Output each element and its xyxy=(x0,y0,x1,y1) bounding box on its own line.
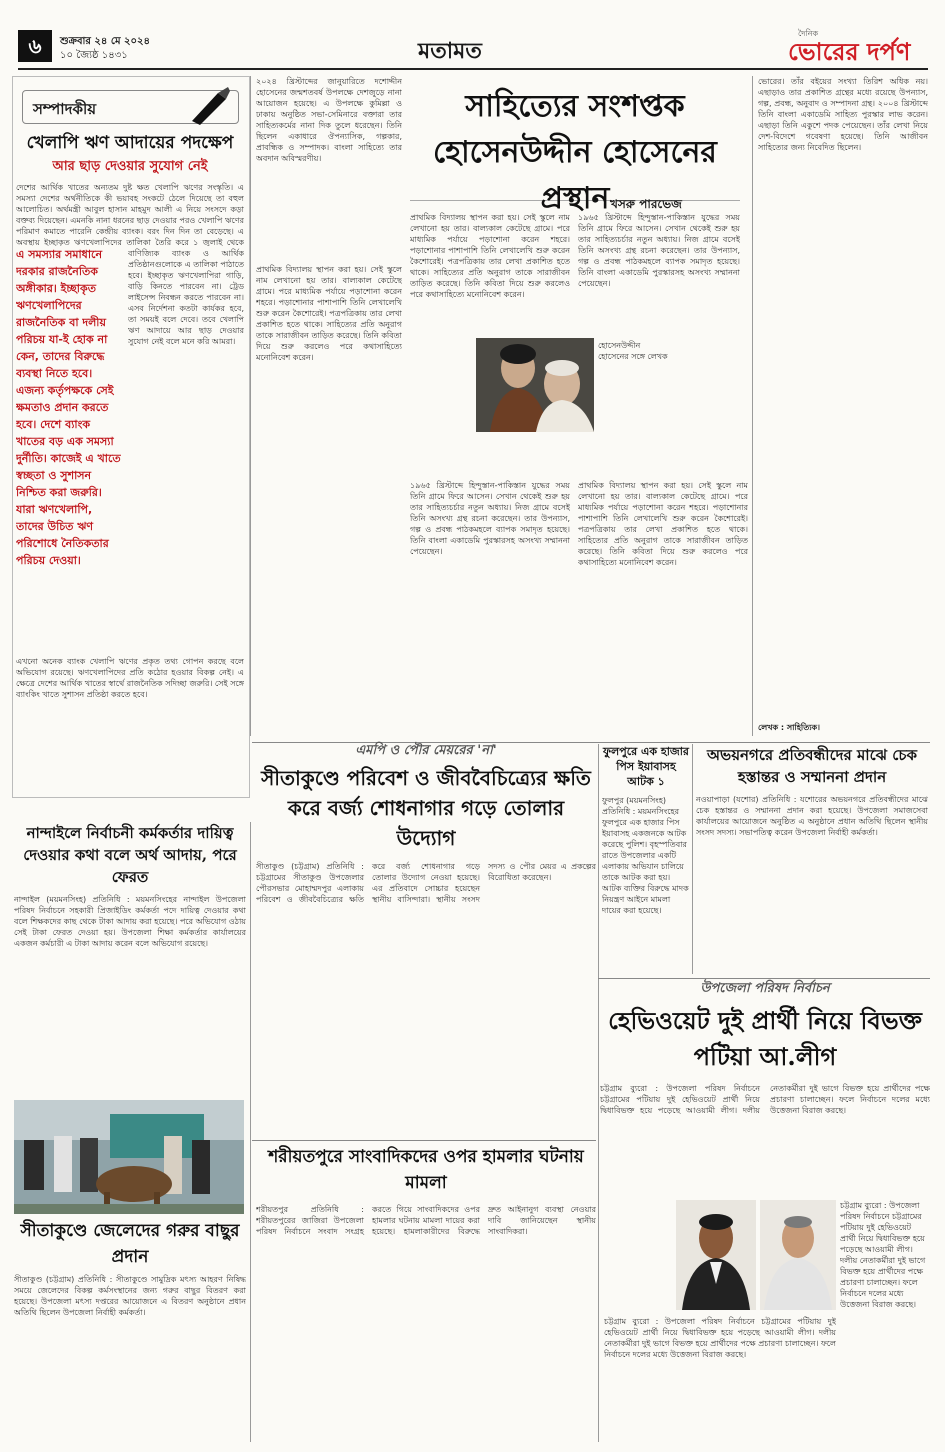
sitakunda-cattle-body: সীতাকুণ্ড (চট্টগ্রাম) প্রতিনিধি : সীতাকুণ্ডে সামুদ্রিক মৎস্য আহরণ নিষিদ্ধ সময়ে জেলেদের বিকল্প কর্মসংস্থানের জন্য গরুর বাছুর বিতরণ করা হয়েছে। উপজেলা মৎস্য দপ্তরের আয়োজনে এ বিতরণ অনুষ্ঠানে প্রধান অতিথি ছিলেন উপজেলা নির্বাহী কর্মকর্তা। xyxy=(14,1275,246,1317)
date-line-1: শুক্রবার ২৪ মে ২০২৪ xyxy=(60,36,150,47)
section-divider xyxy=(252,742,930,743)
sitakunda-cattle-article xyxy=(14,1218,246,1438)
column-divider xyxy=(598,982,599,1442)
patiya-kicker: উপজেলা পরিষদ নির্বাচন xyxy=(700,981,830,996)
fulpur-headline: ফুলপুরে এক হাজার পিস ইয়াবাসহ আটক ১ xyxy=(603,745,689,788)
fulpur-body: ফুলপুর (ময়মনসিংহ) প্রতিনিধি : ময়মনসিংহের ফুলপুরে এক হাজার পিস ইয়াবাসহ একজনকে আটক করেছে পুলিশ। বৃহস্পতিবার রাতে উপজেলার একটি এলাকায় অভিযান চালিয়ে তাকে আটক করা হয়। আটক ব্যক্তির বিরুদ্ধে মাদক নিয়ন্ত্রণ আইনে মামলা দায়ের করা হয়েছে। xyxy=(602,796,689,915)
sitakunda-env-body: সীতাকুণ্ড (চট্টগ্রাম) প্রতিনিধি : চট্টগ্রামের সীতাকুণ্ড উপজেলার পৌরসভার মোহাম্মদপুর এলাকায় পরিবেশ ও জীববৈচিত্র্যের ক্ষতি করে বর্জ্য শোধনাগার গড়ে তোলার উদ্যোগ নেওয়া হয়েছে। এর প্রতিবাদে সোচ্চার হয়েছেন স্থানীয় বাসিন্দারা। স্থানীয় সংসদ সদস্য ও পৌর মেয়র এ প্রকল্পের বিরোধিতা করেছেন। xyxy=(256,861,596,904)
nandail-article xyxy=(14,822,246,1092)
main-article-headline: সাহিত্যের সংশপ্তক হোসেনউদ্দীন হোসেনের প্রস্থান xyxy=(433,89,717,216)
patiya-headline: হেভিওয়েট দুই প্রার্থী নিয়ে বিভক্ত পটিয়া আ.লীগ xyxy=(608,1005,922,1071)
abhaynagar-body: নওয়াপাড়া (যশোর) প্রতিনিধি : যশোরের অভয়নগরে প্রতিবন্ধীদের মাঝে চেক হস্তান্তর ও সম্মাননা প্রদান করা হয়েছে। উপজেলা সমাজসেবা কার্যালয়ের আয়োজনে অনুষ্ঠিত এ অনুষ্ঠানে প্রধান অতিথি ছিলেন স্থানীয় সংসদ সদস্য। সভাপতিত্ব করেন উপজেলা নির্বাহী কর্মকর্তা। xyxy=(696,795,928,837)
column-divider xyxy=(250,76,251,736)
editorial-subhead: আর ছাড় দেওয়ার সুযোগ নেই xyxy=(52,159,208,174)
editorial-box-border xyxy=(12,76,250,798)
patiya-body-lower: চট্টগ্রাম ব্যুরো : উপজেলা পরিষদ নির্বাচনে চট্টগ্রামের পটিয়ায় দুই হেভিওয়েট প্রার্থী নিয়ে দ্বিধাবিভক্ত হয়ে পড়েছে আওয়ামী লীগ। দলীয় নেতাকর্মীরা দুই ভাগে বিভক্ত হয়ে প্রার্থীদের পক্ষে প্রচারণা চালাচ্ছেন। ফলে নির্বাচনে দলের মধ্যে উত্তেজনা বিরাজ করছে। xyxy=(604,1317,836,1359)
editorial-body-2: বাণিজ্যিক ব্যাংক ও আর্থিক প্রতিষ্ঠানগুলোকে এ তালিকা পাঠাতে হবে। ইচ্ছাকৃত ঋণখেলাপিরা গাড়ি, বাড়ি কিনতে পারবেন না। ট্রেড লাইসেন্স নিবন্ধন করতে পারবেন না। এসব নির্দেশনা কতটা কার্যকর হবে, তা সময়ই বলে দেবে। তবে খেলাপি ঋণ আদায়ে আর ছাড় দেওয়ার সুযোগ নেই বলে মনে করি আমরা। xyxy=(128,249,244,346)
shariatpur-article xyxy=(256,1144,596,1444)
abhaynagar-headline: অভয়নগরে প্রতিবন্ধীদের মাঝে চেক হস্তান্তর ও সম্মাননা প্রদান xyxy=(707,746,917,786)
editorial-body-1: দেশের আর্থিক খাতের অন্যতম দুষ্ট ক্ষত খেলাপি ঋণের সংস্কৃতি। এ সমস্যা দেশের অর্থনীতিকে কী ভয়াবহ সংকটে ঠেলে দিয়েছে তা বহুল আলোচিত। অর্থমন্ত্রী আবুল হাসান মাহমুদ আলী এ নিয়ে সংসদে কড়া বক্তব্য দিয়েছেন। এমনকি নানা ধরনের ছাড় দেওয়ার পরও খেলাপি ঋণের পরিমাণ কমাতে পারেনি কেন্দ্রীয় ব্যাংক। বরং দিন দিন তা বেড়েছে। এ অবস্থায় ইচ্ছাকৃত ঋণখেলাপিদের তালিকা তৈরি করে ১ জুলাই থেকে xyxy=(16,183,244,246)
column-divider xyxy=(250,822,251,1442)
sitakunda-cattle-headline: সীতাকুণ্ডে জেলেদের গরুর বাছুর প্রদান xyxy=(20,1221,240,1267)
candidate-photo-1 xyxy=(676,1200,756,1310)
nandail-headline: নান্দাইলে নির্বাচনী কর্মকর্তার দায়িত্ব দেওয়ার কথা বলে অর্থ আদায়, পরে ফেরত xyxy=(23,824,237,886)
photo-side-caption: হোসেনউদ্দীন হোসেনের সঙ্গে লেখক xyxy=(598,341,668,361)
masthead: ভোরের দর্পণ xyxy=(788,37,911,66)
date-line-2: ১০ জ্যৈষ্ঠ ১৪৩১ xyxy=(60,50,128,61)
main-article-col-lower-right: প্রাথমিক বিদ্যালয় স্থাপন করা হয়। সেই স্কুলে নাম লেখানো হয় তার। বাল্যকাল কেটেছে গ্রামে। পরে মাধ্যমিক পর্যায়ে পড়াশোনা করেন শহরে। পড়াশোনার পাশাপাশি তিনি লেখালেখি শুরু করেন কৈশোরেই। পত্রপত্রিকায় তার লেখা প্রকাশিত হতে থাকে। সাহিত্যের প্রতি অনুরাগ তাকে সারাজীবন তাড়িত করেছে। তিনি কবিতা দিয়ে শুরু করলেও পরে কথাসাহিত্যে মনোনিবেশ করেন। xyxy=(578,481,748,567)
sitakunda-env-kicker: এমপি ও পৌর মেয়রের 'না' xyxy=(355,743,497,758)
cattle-distribution-photo xyxy=(14,1100,244,1214)
nandail-body: নান্দাইল (ময়মনসিংহ) প্রতিনিধি : ময়মনসিংহের নান্দাইল উপজেলা পরিষদ নির্বাচনে সহকারী প্রিজাইডিং কর্মকর্তা পদে দায়িত্ব দেওয়ার কথা বলে শিক্ষকদের কাছ থেকে টাকা আদায় করা হয়েছে। পরে অভিযোগ ওঠায় সেই টাকা ফেরত দেওয়া হয়। উপজেলা শিক্ষা কর্মকর্তার কার্যালয়ের একজন কর্মচারী এ টাকা আদায় করেন বলে অভিযোগ রয়েছে। xyxy=(14,895,246,948)
patiya-body-right: চট্টগ্রাম ব্যুরো : উপজেলা পরিষদ নির্বাচনে চট্টগ্রামের পটিয়ায় দুই হেভিওয়েট প্রার্থী নিয়ে দ্বিধাবিভক্ত হয়ে পড়েছে আওয়ামী লীগ। দলীয় নেতাকর্মীরা দুই ভাগে বিভক্ত হয়ে প্রার্থীদের পক্ষে প্রচারণা চালাচ্ছেন। ফলে নির্বাচনে দলের মধ্যে উত্তেজনা বিরাজ করছে। xyxy=(840,1201,926,1309)
main-article-col-mid: প্রাথমিক বিদ্যালয় স্থাপন করা হয়। সেই স্কুলে নাম লেখানো হয় তার। বাল্যকাল কেটেছে গ্রামে। পরে মাধ্যমিক পর্যায়ে পড়াশোনা করেন শহরে। পড়াশোনার পাশাপাশি তিনি লেখালেখি শুরু করেন কৈশোরেই। পত্রপত্রিকায় তার লেখা প্রকাশিত হতে থাকে। সাহিত্যের প্রতি অনুরাগ তাকে সারাজীবন তাড়িত করেছে। তিনি কবিতা দিয়ে শুরু করলেও পরে কথাসাহিত্যে মনোনিবেশ করেন। xyxy=(410,213,570,299)
section-divider xyxy=(598,978,930,979)
main-article-byline: খসরু পারভেজ xyxy=(610,197,682,211)
sitakunda-env-article xyxy=(256,744,596,1138)
page-number-badge: ৬ xyxy=(18,30,52,62)
shariatpur-body: শরীয়তপুর প্রতিনিধি : শরীয়তপুরের জাজিরা উপজেলা পরিষদ নির্বাচনে সংবাদ সংগ্রহ করতে গিয়ে সাংবাদিকদের ওপর হামলার ঘটনায় মামলা দায়ের করা হয়েছে। হামলাকারীদের বিরুদ্ধে দ্রুত আইনানুগ ব্যবস্থা নেওয়ার দাবি জানিয়েছেন স্থানীয় সাংবাদিকরা। xyxy=(256,1205,596,1236)
header-rule xyxy=(18,68,928,70)
candidate-photo-2 xyxy=(760,1200,836,1310)
main-article-footer: লেখক : সাহিত্যিক। xyxy=(758,723,820,732)
page-header xyxy=(18,24,928,72)
abhaynagar-article xyxy=(696,744,928,974)
main-article-intro: ২০২৪ খ্রিস্টাব্দের জানুয়ারিতে দশোদ্দীন হোসেনের জন্মশতবর্ষ উপলক্ষে দেশজুড়ে নানা আয়োজন হয়েছে। এ উপলক্ষে কুমিল্লা ও ঢাকায় অনুষ্ঠিত সভা-সেমিনারে বক্তারা তার সাহিত্যকর্মের নানা দিক তুলে ধরেছেন। তিনি ছিলেন একাধারে ঔপন্যাসিক, গল্পকার, প্রাবন্ধিক ও সম্পাদক। বাংলা সাহিত্যে তার অবদান অবিস্মরণীয়। xyxy=(256,77,402,163)
sitakunda-env-headline: সীতাকুণ্ডে পরিবেশ ও জীববৈচিত্র্যের ক্ষতি করে বর্জ্য শোধনাগার গড়ে তোলার উদ্যোগ xyxy=(261,765,591,850)
editorial-section xyxy=(14,76,246,816)
masthead-small: দৈনিক xyxy=(798,29,819,38)
section-divider xyxy=(252,1140,596,1141)
editorial-body-3: এখনো অনেক ব্যাংক খেলাপি ঋণের প্রকৃত তথ্য গোপন করছে বলে অভিযোগ রয়েছে। ঋণখেলাপিদের প্রতি কঠোর হওয়ার বিকল্প নেই। এ ক্ষেত্রে দেশের আর্থিক খাতের স্বার্থে রাজনৈতিক সদিচ্ছা জরুরি। সেই সঙ্গে ব্যাংকিং খাতে সুশাসন প্রতিষ্ঠা করতে হবে। xyxy=(16,657,244,699)
shariatpur-headline: শরীয়তপুরে সাংবাদিকদের ওপর হামলার ঘটনায় মামলা xyxy=(268,1147,584,1193)
main-article-col-lower-left: ১৯৬৫ খ্রিস্টাব্দে হিন্দুস্তান-পাকিস্তান যুদ্ধের সময় তিনি গ্রামে ফিরে আসেন। সেখান থেকেই শুরু হয় তার সাহিত্যচর্চার নতুন অধ্যায়। নিজ গ্রামে বসেই তিনি অসংখ্য গ্রন্থ রচনা করেছেন। তার উপন্যাস, গল্প ও প্রবন্ধ পাঠকমহলে ব্যাপক সমাদৃত হয়েছে। তিনি বাংলা একাডেমি পুরস্কারসহ অসংখ্য সম্মাননা পেয়েছেন। xyxy=(410,481,570,556)
author-photo xyxy=(476,338,594,432)
editorial-label: সম্পাদকীয় xyxy=(33,100,97,118)
main-article-col-left: প্রাথমিক বিদ্যালয় স্থাপন করা হয়। সেই স্কুলে নাম লেখানো হয় তার। বাল্যকাল কেটেছে গ্রামে। পরে মাধ্যমিক পর্যায়ে পড়াশোনা করেন শহরে। পড়াশোনার পাশাপাশি তিনি লেখালেখি শুরু করেন কৈশোরেই। পত্রপত্রিকায় তার লেখা প্রকাশিত হতে থাকে। সাহিত্যের প্রতি অনুরাগ তাকে সারাজীবন তাড়িত করেছে। তিনি কবিতা দিয়ে শুরু করলেও পরে কথাসাহিত্যে মনোনিবেশ করেন। xyxy=(256,265,402,362)
main-article-col3: ভোরের। তাঁর বইয়ের সংখ্যা তিরিশ অধিক নয়। এছাড়াও তার প্রকাশিত গ্রন্থের মধ্যে রয়েছে উপন্যাস, গল্প, প্রবন্ধ, অনুবাদ ও সম্পাদনা গ্রন্থ। ২০০৪ খ্রিস্টাব্দে তিনি বাংলা একাডেমি সাহিত্য পুরস্কার লাভ করেন। এছাড়া তিনি একুশে পদক পেয়েছেন। তাঁর লেখা নিয়ে দেশ-বিদেশে গবেষণা হয়েছে। তিনি আজীবন সাহিত্যের জন্য নিবেদিত ছিলেন। xyxy=(758,77,928,152)
patiya-body: চট্টগ্রাম ব্যুরো : উপজেলা পরিষদ নির্বাচনে চট্টগ্রামের পটিয়ায় দুই হেভিওয়েট প্রার্থী নিয়ে দ্বিধাবিভক্ত হয়ে পড়েছে আওয়ামী লীগ। দলীয় নেতাকর্মীরা দুই ভাগে বিভক্ত হয়ে প্রার্থীদের পক্ষে প্রচারণা চালাচ্ছেন। ফলে নির্বাচনে দলের মধ্যে উত্তেজনা বিরাজ করছে। xyxy=(600,1083,930,1115)
section-title: মতামত xyxy=(418,38,482,64)
editorial-headline: খেলাপি ঋণ আদায়ের পদক্ষেপ xyxy=(26,133,234,153)
editorial-pull-quote: এ সমস্যার সমাধানে দরকার রাজনৈতিক অঙ্গীকার। ইচ্ছাকৃত ঋণখেলাপিদের রাজনৈতিক বা দলীয় পরিচয় যা-ই হোক না কেন, তাদের বিরুদ্ধে ব্যবস্থা নিতে হবে। এজন্য কর্তৃপক্ষকে সেই ক্ষমতাও প্রদান করতে হবে। দেশে ব্যাংক খাতের বড় এক সমস্যা দুর্নীতি। কাজেই এ খাতে স্বচ্ছতা ও সুশাসন নিশ্চিত করা জরুরি। যারা ঋণখেলাপি, তাদের উচিত ঋণ পরিশোধে নৈতিকতার পরিচয় দেওয়া। xyxy=(16,248,121,567)
column-divider xyxy=(752,76,753,736)
column-divider xyxy=(692,744,693,974)
main-article-col-mid2: ১৯৬৫ খ্রিস্টাব্দে হিন্দুস্তান-পাকিস্তান যুদ্ধের সময় তিনি গ্রামে ফিরে আসেন। সেখান থেকেই শুরু হয় তার সাহিত্যচর্চার নতুন অধ্যায়। নিজ গ্রামে বসেই তিনি অসংখ্য গ্রন্থ রচনা করেছেন। তার উপন্যাস, গল্প ও প্রবন্ধ পাঠকমহলে ব্যাপক সমাদৃত হয়েছে। তিনি বাংলা একাডেমি পুরস্কারসহ অসংখ্য সম্মাননা পেয়েছেন। xyxy=(578,213,740,288)
